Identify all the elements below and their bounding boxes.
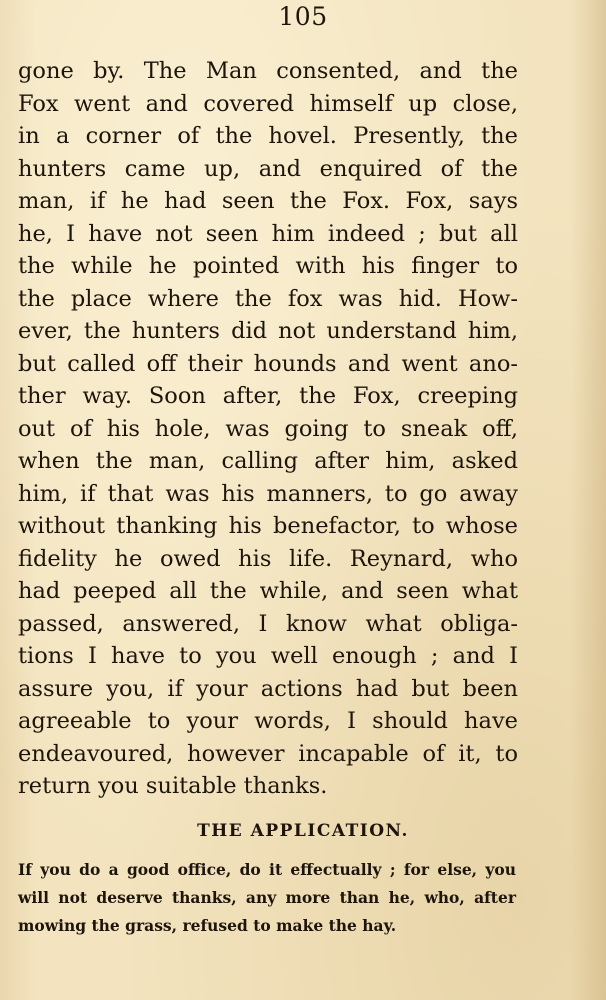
story-line: without thanking his benefactor, to whose xyxy=(18,513,518,539)
application-heading: THE APPLICATION. xyxy=(197,821,409,841)
story-line: gone by. The Man consented, and the xyxy=(18,58,518,84)
story-line: he, I have not seen him indeed ; but all xyxy=(18,220,518,247)
story-line: return you suitable thanks. xyxy=(18,773,328,799)
story-line: ever, the hunters did not understand him, xyxy=(18,318,518,344)
story-line: assure you, if your actions had but been xyxy=(18,675,518,702)
story-line: tions I have to you well enough ; and I xyxy=(18,643,518,669)
story-line: endeavoured, however incapable of it, to xyxy=(18,740,518,767)
moral-line: mowing the grass, refused to make the hay. xyxy=(18,916,397,935)
story-line: out of his hole, was going to sneak off, xyxy=(18,415,518,442)
page-number: 105 xyxy=(278,2,328,31)
story-line: hunters came up, and enquired of the xyxy=(18,155,518,182)
story-line: but called off their hounds and went ano- xyxy=(18,350,518,377)
story-line: when the man, calling after him, asked xyxy=(18,448,518,474)
application-text xyxy=(18,856,516,940)
story-line: fidelity he owed his life. Reynard, who xyxy=(18,545,518,572)
story-line: passed, answered, I know what obliga- xyxy=(18,610,518,637)
moral-line: If you do a good office, do it effectually ; for else, you xyxy=(18,860,516,879)
moral-line: will not deserve thanks, any more than he, who, after xyxy=(18,888,516,907)
story-line: the place where the fox was hid. How- xyxy=(18,285,518,312)
story-line: man, if he had seen the Fox. Fox, says xyxy=(18,188,518,214)
story-line: Fox went and covered himself up close, xyxy=(18,90,518,117)
story-text xyxy=(18,55,518,803)
story-line: in a corner of the hovel. Presently, the xyxy=(18,123,518,149)
story-line: the while he pointed with his finger to xyxy=(18,253,518,279)
story-line: ther way. Soon after, the Fox, creeping xyxy=(18,383,518,409)
story-line: him, if that was his manners, to go away xyxy=(18,480,518,507)
story-line: agreeable to your words, I should have xyxy=(18,708,518,734)
story-line: had peeped all the while, and seen what xyxy=(18,578,518,604)
